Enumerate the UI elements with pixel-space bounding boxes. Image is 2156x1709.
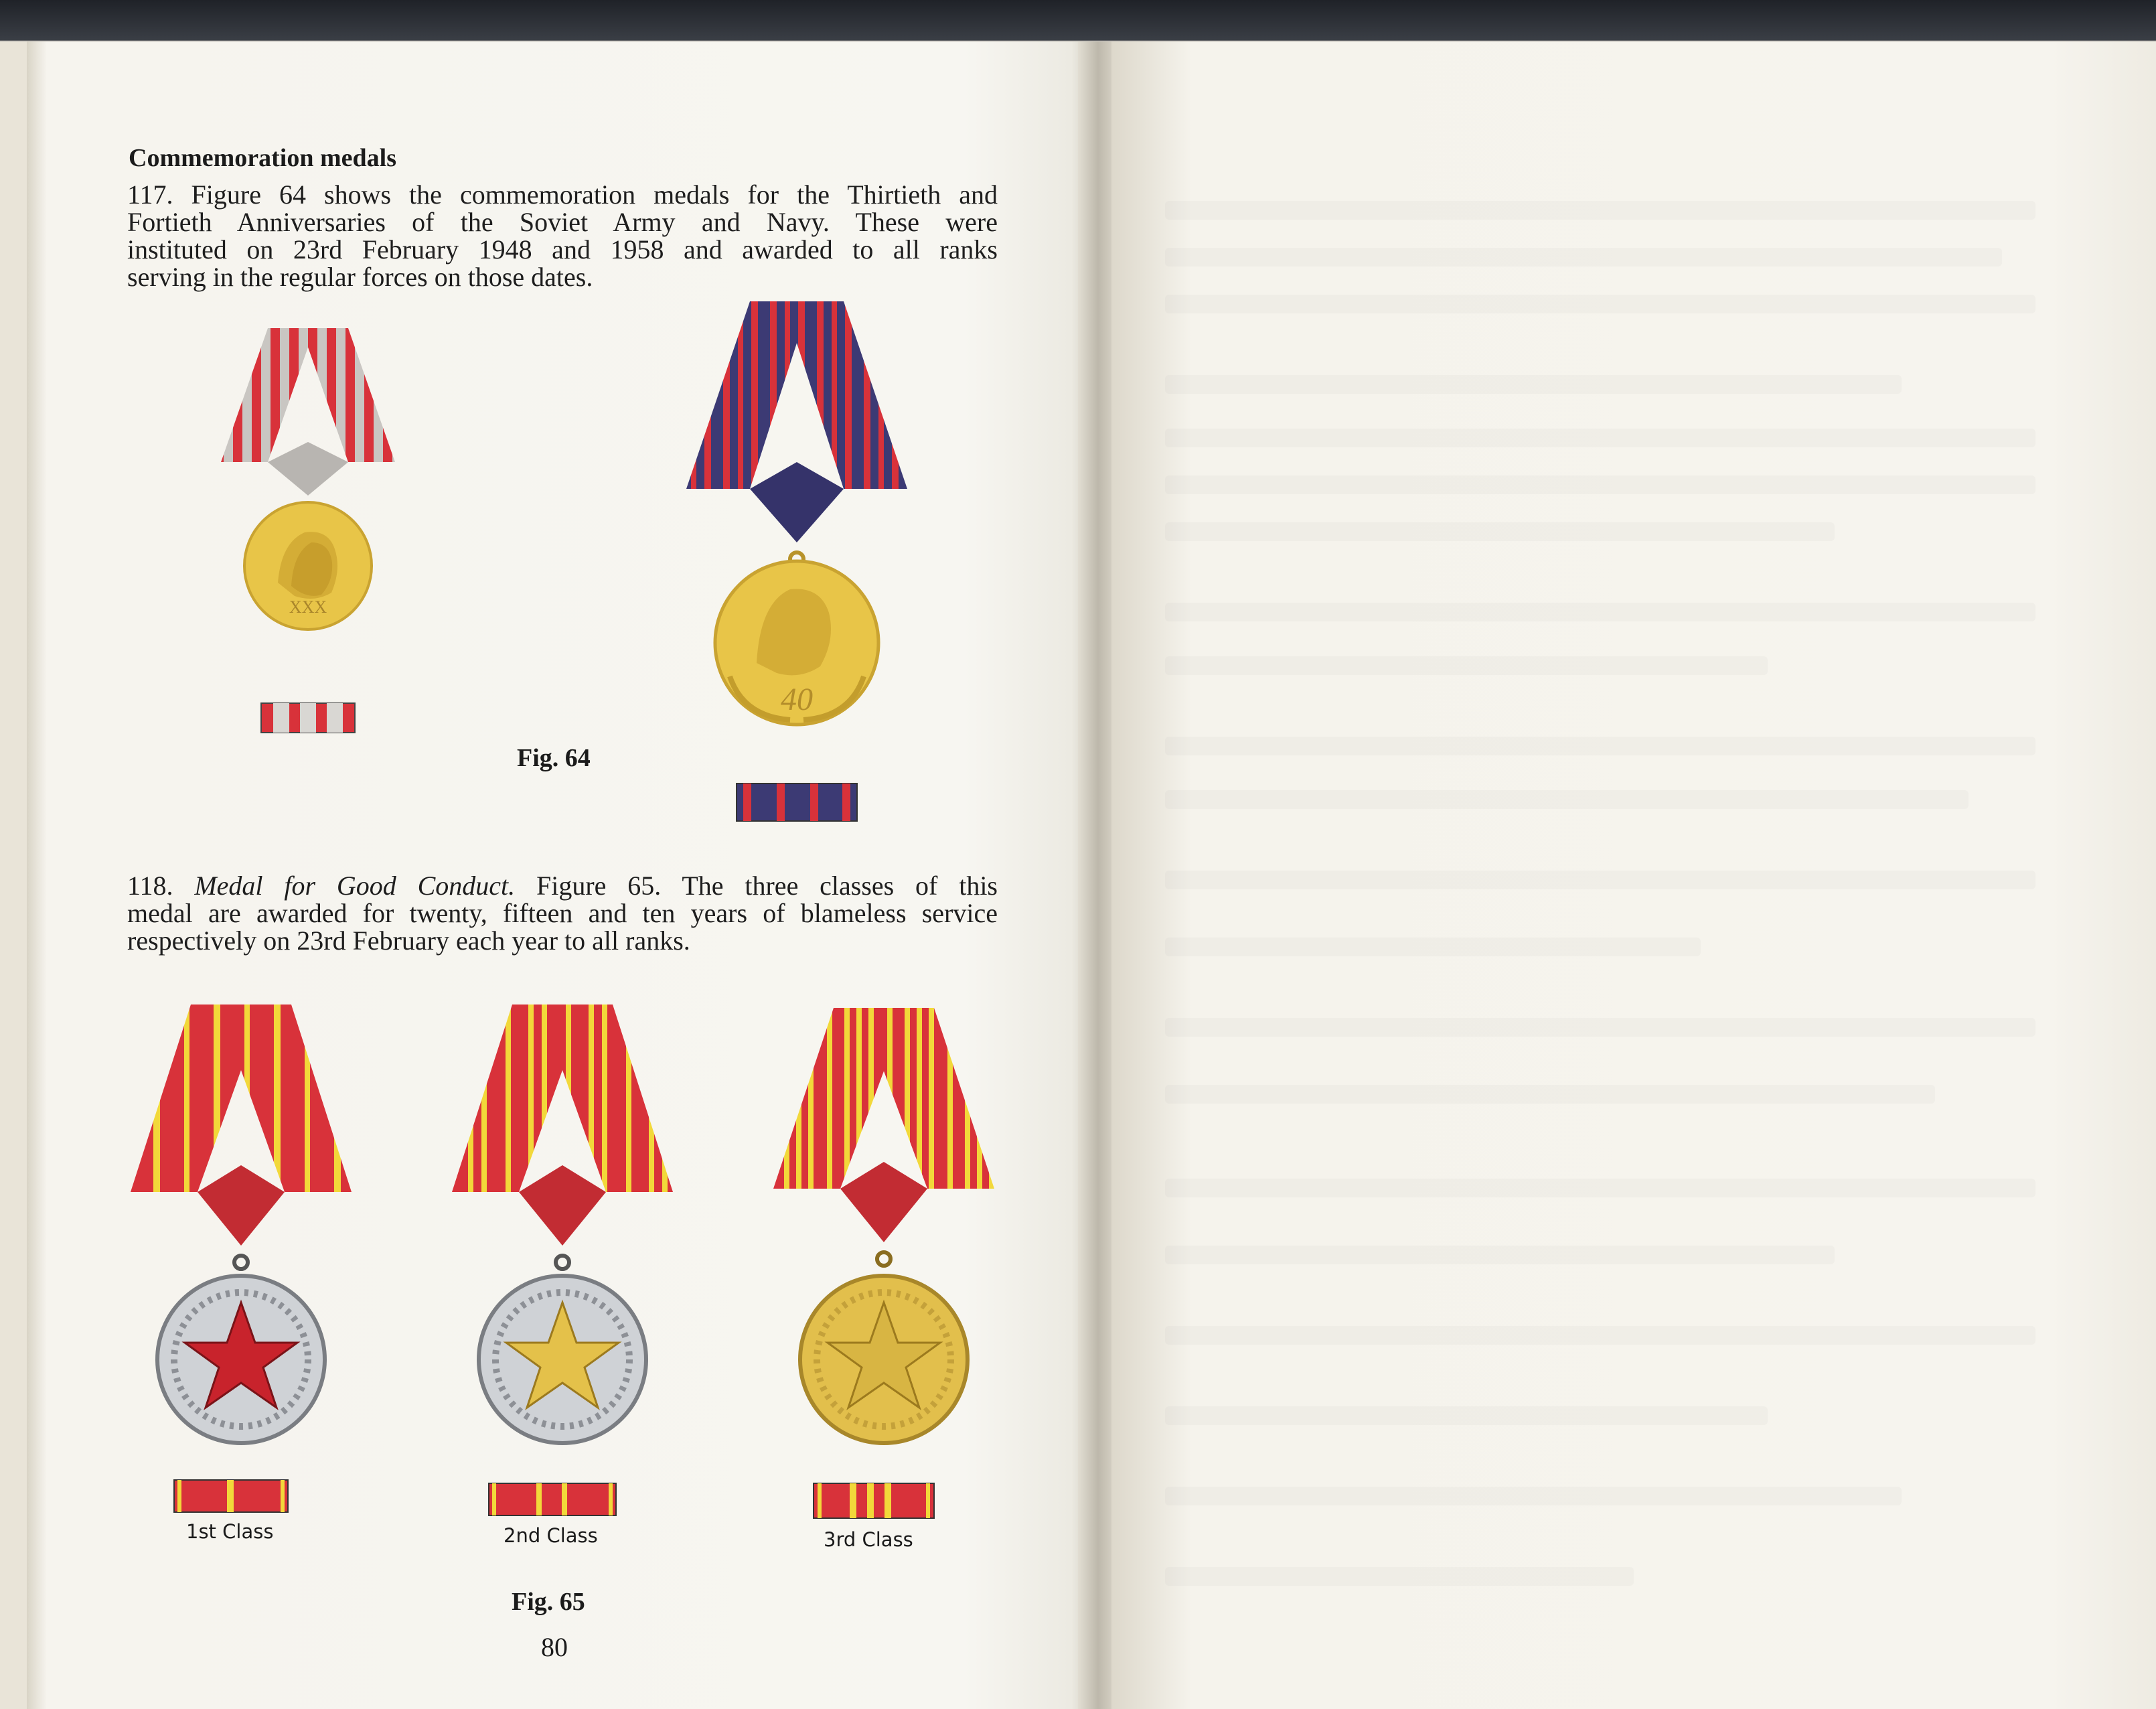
- ribbon-bar: [489, 1483, 616, 1515]
- paragraph-118-line-1: Figure 65. The three classes of this: [515, 871, 998, 901]
- ribbon: [686, 301, 907, 542]
- medal-numeral-xxx: XXX: [289, 597, 327, 617]
- section-heading: Commemoration medals: [129, 144, 396, 172]
- ribbon: [452, 1005, 673, 1246]
- paragraph-117-line: Fortieth Anniversaries of the Soviet Army and Navy. These were: [127, 207, 998, 237]
- paragraph-117-line: serving in the regular forces on those dates.: [127, 262, 593, 292]
- paragraph-118-number: 118.: [127, 871, 195, 901]
- good-conduct-medal-3rd-class: [767, 1008, 1001, 1530]
- figure-65-caption: Fig. 65: [512, 1588, 585, 1616]
- medal-numeral-40: 40: [781, 682, 813, 717]
- good-conduct-medal-2nd-class: [445, 1005, 680, 1527]
- paragraph-118-line: respectively on 23rd February each year to all ranks.: [127, 925, 690, 956]
- ribbon-bar: [261, 703, 355, 733]
- ribbon: [773, 1008, 994, 1242]
- class-label-1st: 1st Class: [186, 1520, 274, 1543]
- good-conduct-medal-1st-class: [124, 1005, 358, 1527]
- paragraph-118-title: Medal for Good Conduct.: [194, 871, 516, 901]
- paragraph-117: [127, 181, 998, 291]
- paragraph-118-line: medal are awarded for twenty, fifteen and ten years of blameless service: [127, 898, 998, 928]
- figure-64-caption: Fig. 64: [517, 744, 591, 772]
- ribbon-bar: [737, 784, 857, 821]
- paragraph-117-line: 117. Figure 64 shows the commemoration medals for the Thirtieth and: [127, 179, 998, 210]
- class-label-3rd: 3rd Class: [824, 1528, 913, 1551]
- paragraph-118: [127, 872, 998, 954]
- fortieth-anniversary-medal: [676, 301, 917, 830]
- page-number: 80: [541, 1632, 568, 1662]
- class-label-2nd: 2nd Class: [504, 1524, 598, 1547]
- ribbon-bar: [814, 1483, 934, 1518]
- thirtieth-anniversary-medal: [214, 328, 402, 743]
- ribbon-bar: [174, 1480, 288, 1512]
- paragraph-117-line: instituted on 23rd February 1948 and 1958 and awarded to all ranks: [127, 234, 998, 265]
- paragraph-118-line: [127, 872, 998, 899]
- ribbon: [131, 1005, 352, 1246]
- ribbon: [221, 328, 395, 496]
